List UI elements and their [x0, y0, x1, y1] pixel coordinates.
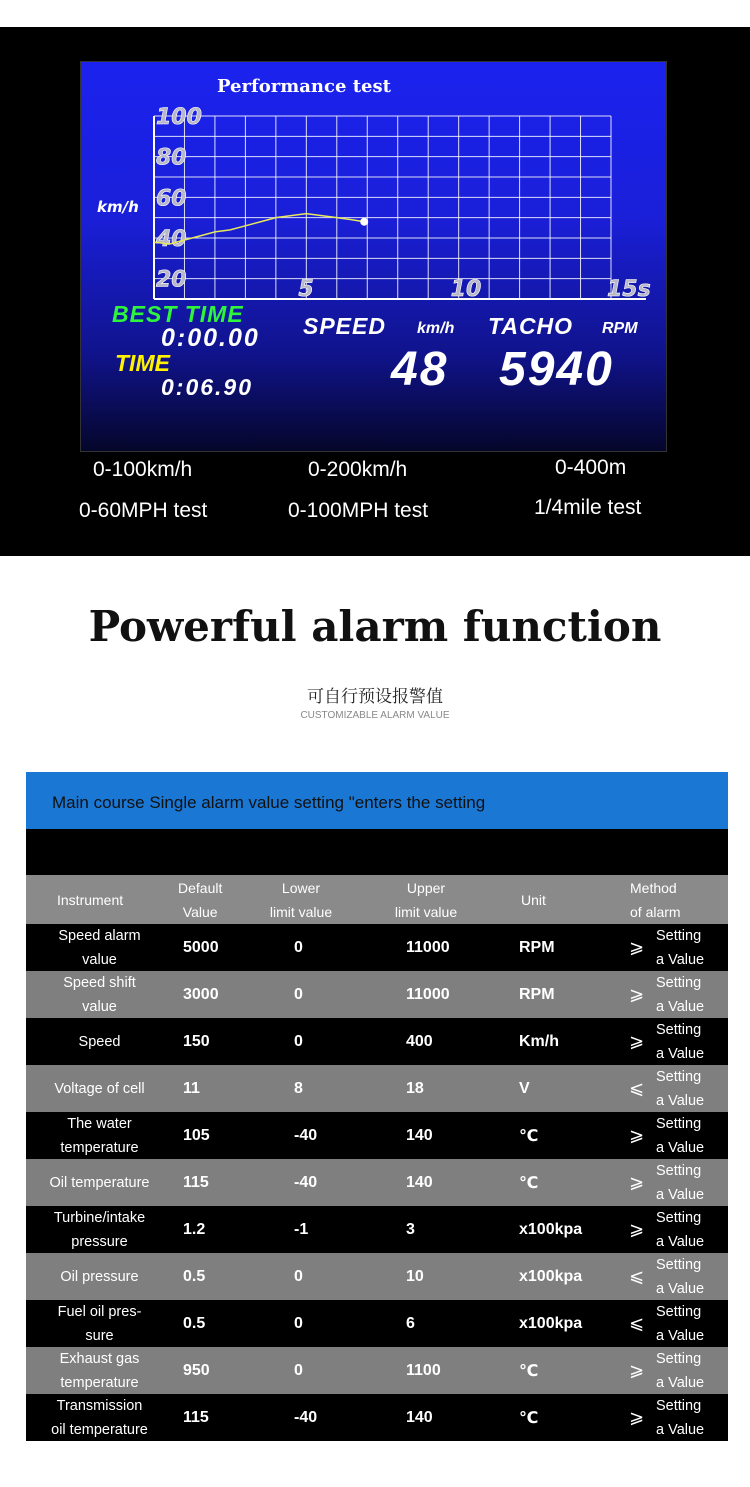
cell-upper: 18: [406, 1079, 424, 1097]
cell-default: 1.2: [183, 1220, 206, 1238]
cell-method: Setting a Value: [656, 1021, 705, 1062]
cell-lower: -40: [294, 1126, 318, 1144]
test-label: 0-100km/h: [93, 458, 193, 481]
cell-instrument: Transmission oil temperature: [51, 1397, 148, 1438]
table-banner-text: Main course Single alarm value setting "enters the setting: [52, 793, 486, 812]
subtitle-cn: 可自行预设报警值: [307, 687, 443, 706]
test-label: 0-60MPH test: [79, 499, 208, 522]
speed-unit: km/h: [417, 320, 455, 337]
y-unit-label: km/h: [97, 198, 139, 216]
cell-unit: ℃: [519, 1362, 539, 1380]
table-row: [26, 1253, 728, 1300]
cell-unit: ℃: [519, 1409, 539, 1427]
header-instrument: Instrument: [57, 891, 124, 908]
cell-lower: 8: [294, 1079, 303, 1097]
table-row: [26, 924, 728, 971]
y-tick-label: 100: [156, 105, 202, 130]
speed-label: SPEED: [303, 313, 386, 339]
cell-instrument: Speed: [78, 1033, 121, 1050]
cell-lower: 0: [294, 1032, 303, 1050]
cell-lower: 0: [294, 985, 303, 1003]
cell-upper: 140: [406, 1173, 433, 1191]
cell-upper: 11000: [406, 985, 450, 1003]
cell-method: Setting a Value: [656, 1350, 705, 1391]
cell-upper: 400: [406, 1032, 433, 1050]
cell-method: Setting a Value: [656, 1209, 705, 1250]
cell-unit: Km/h: [519, 1032, 559, 1050]
cell-upper: 140: [406, 1408, 433, 1426]
table-row: [26, 971, 728, 1018]
cell-method: Setting a Value: [656, 1115, 705, 1156]
cell-unit: x100kpa: [519, 1220, 583, 1238]
cell-operator: ⩽: [629, 1313, 645, 1333]
cell-lower: 0: [294, 1267, 303, 1285]
test-label: 0-100MPH test: [288, 499, 429, 522]
y-tick-label: 80: [156, 145, 187, 171]
cell-operator: ⩽: [629, 1266, 645, 1286]
speed-chart: [81, 62, 666, 307]
y-tick-label: 20: [156, 267, 187, 293]
x-tick-label: 10: [450, 277, 482, 302]
cell-default: 11: [183, 1079, 200, 1097]
cell-instrument: Fuel oil pres- sure: [57, 1303, 142, 1344]
speed-value: 48: [391, 343, 449, 396]
test-label: 1/4mile test: [534, 496, 642, 519]
cell-operator: ⩾: [629, 1407, 645, 1427]
cell-unit: RPM: [519, 985, 555, 1003]
table-row: [26, 1300, 728, 1347]
cell-default: 5000: [183, 938, 219, 956]
y-tick-label: 60: [156, 186, 187, 212]
cell-upper: 11000: [406, 938, 450, 956]
time-value: 0:06.90: [161, 374, 254, 400]
tacho-label: TACHO: [488, 313, 574, 339]
cell-method: Setting a Value: [656, 1068, 705, 1109]
tacho-unit: RPM: [602, 320, 638, 337]
time-label: TIME: [115, 350, 170, 376]
table-row: [26, 1159, 728, 1206]
cell-unit: x100kpa: [519, 1267, 583, 1285]
subtitle-en: CUSTOMIZABLE ALARM VALUE: [300, 710, 450, 721]
header-default: Default Value: [178, 879, 223, 920]
cell-operator: ⩾: [629, 1125, 645, 1145]
cell-operator: ⩾: [629, 1031, 645, 1051]
best-time-label: BEST TIME: [112, 301, 244, 327]
cell-operator: ⩾: [629, 1219, 645, 1239]
cell-unit: x100kpa: [519, 1314, 583, 1332]
cell-unit: RPM: [519, 938, 555, 956]
cell-operator: ⩾: [629, 984, 645, 1004]
cell-default: 115: [183, 1408, 209, 1426]
table-row: [26, 1018, 728, 1065]
cell-instrument: Speed shift value: [63, 974, 136, 1015]
cell-default: 115: [183, 1173, 209, 1191]
y-tick-label: 40: [156, 227, 187, 252]
cell-lower: -40: [294, 1173, 318, 1191]
cell-method: Setting a Value: [656, 1397, 705, 1438]
cell-instrument: Oil temperature: [49, 1174, 150, 1191]
screen-title: Performance test: [217, 76, 391, 97]
cell-instrument: Oil pressure: [60, 1268, 139, 1285]
table-body: [26, 924, 728, 1441]
header-unit: Unit: [521, 891, 546, 908]
table-spacer: [26, 829, 728, 875]
alarm-table: [26, 772, 728, 1441]
cell-instrument: Turbine/intake pressure: [53, 1209, 146, 1250]
cell-instrument: The water temperature: [60, 1115, 139, 1156]
x-tick-label: 15s: [607, 277, 651, 302]
cell-lower: 0: [294, 1314, 303, 1332]
x-tick-label: 5: [298, 277, 314, 302]
cell-method: Setting a Value: [656, 1303, 705, 1344]
cell-lower: -40: [294, 1408, 318, 1426]
test-label: 0-400m: [555, 456, 627, 479]
cell-lower: 0: [294, 938, 303, 956]
table-row: [26, 1065, 728, 1112]
cell-unit: V: [519, 1079, 530, 1097]
cell-method: Setting a Value: [656, 974, 705, 1015]
cell-default: 105: [183, 1126, 210, 1144]
cell-operator: ⩾: [629, 1360, 645, 1380]
cell-upper: 1100: [406, 1361, 441, 1379]
cell-instrument: Speed alarm value: [58, 927, 141, 968]
cell-lower: -1: [294, 1220, 309, 1238]
tacho-value: 5940: [499, 343, 614, 396]
cell-operator: ⩾: [629, 937, 645, 957]
cell-instrument: Voltage of cell: [54, 1080, 145, 1097]
cell-default: 0.5: [183, 1314, 206, 1332]
test-label: 0-200km/h: [308, 458, 408, 481]
table-row: [26, 1206, 728, 1253]
cell-default: 150: [183, 1032, 210, 1050]
cell-unit: ℃: [519, 1174, 539, 1192]
header-method: Method of alarm: [630, 879, 681, 920]
cell-unit: ℃: [519, 1127, 539, 1145]
cell-method: Setting a Value: [656, 1256, 705, 1297]
cell-method: Setting a Value: [656, 1162, 705, 1203]
cell-lower: 0: [294, 1361, 303, 1379]
cell-method: Setting a Value: [656, 927, 705, 968]
cell-operator: ⩽: [629, 1078, 645, 1098]
cell-default: 3000: [183, 985, 219, 1003]
cell-instrument: Exhaust gas temperature: [59, 1350, 140, 1391]
header-lower: Lower limit value: [269, 879, 333, 920]
cell-default: 0.5: [183, 1267, 206, 1285]
cell-upper: 3: [406, 1220, 415, 1238]
cell-upper: 140: [406, 1126, 433, 1144]
header-upper: Upper limit value: [394, 879, 458, 920]
table-row: [26, 1347, 728, 1394]
table-row: [26, 1112, 728, 1159]
performance-banner: [0, 27, 750, 556]
table-row: [26, 1394, 728, 1441]
gauge-screen: [81, 62, 666, 451]
current-point: [360, 218, 368, 226]
cell-operator: ⩾: [629, 1172, 645, 1192]
best-time-value: 0:00.00: [161, 324, 260, 352]
table-header-row: [26, 875, 728, 924]
table-banner: [26, 772, 728, 829]
cell-upper: 6: [406, 1314, 415, 1332]
cell-default: 950: [183, 1361, 210, 1379]
section-heading: Powerful alarm function: [88, 602, 662, 651]
cell-upper: 10: [406, 1267, 424, 1285]
